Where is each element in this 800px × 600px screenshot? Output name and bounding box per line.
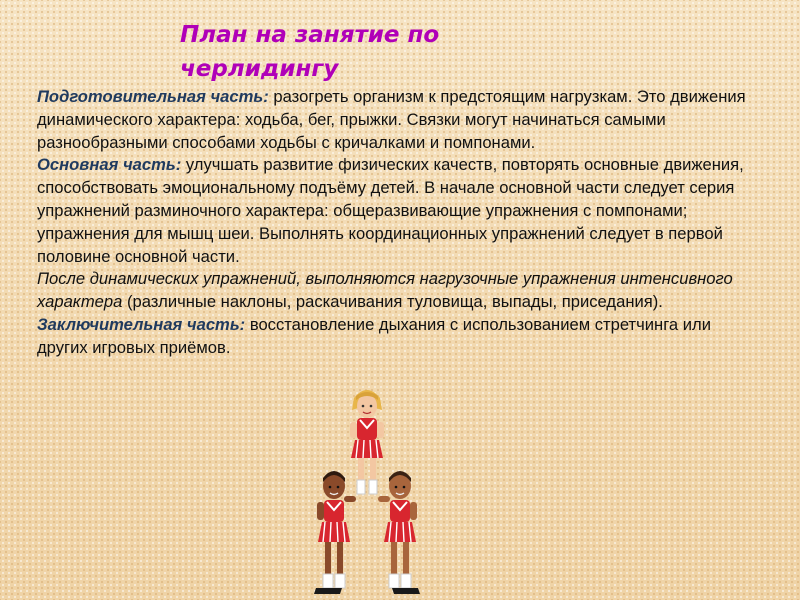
section-preparatory (37, 86, 757, 154)
section-main (37, 154, 757, 268)
section-lead: Основная часть: (37, 155, 182, 175)
top-cheerleader (350, 390, 384, 494)
section-text: разогреть организм к предстоящим нагрузкам. Это движения динамического характера: ходьба, бег, прыжки. Связки могут начинаться самыми разнообразными способами ходьбы с кричалками и помпонами. (37, 87, 746, 152)
section-dynamic (37, 268, 757, 314)
section-lead: Заключительная часть: (37, 314, 246, 334)
section-final (37, 314, 757, 360)
left-base-cheerleader (314, 471, 356, 594)
section-lead: Подготовительная часть: (37, 87, 269, 106)
right-base-cheerleader (378, 471, 420, 594)
section-text: восстановление дыхания с использованием стретчинга или других игровых приёмов. (37, 314, 711, 357)
section-text: (различные наклоны, раскачивания туловища, выпады, приседания). (122, 292, 663, 312)
slide-title: План на занятие по черлидингу (180, 22, 440, 82)
cheerleader-pyramid-illustration (312, 384, 422, 598)
slide-body (37, 86, 757, 360)
section-text: улучшать развитие физических качеств, повторять основные движения, способствовать эмоциональному подъёму детей. В начале основной части следует серия упражнений разминочного характера: общеразвивающие упражнения с помпонами; упражнения для мышц шеи. Выполнять координационных упражнений следует в первой половине основной части. (37, 155, 744, 266)
section-italic: После динамических упражнений, выполняются нагрузочные упражнения интенсивного характера (37, 269, 733, 312)
